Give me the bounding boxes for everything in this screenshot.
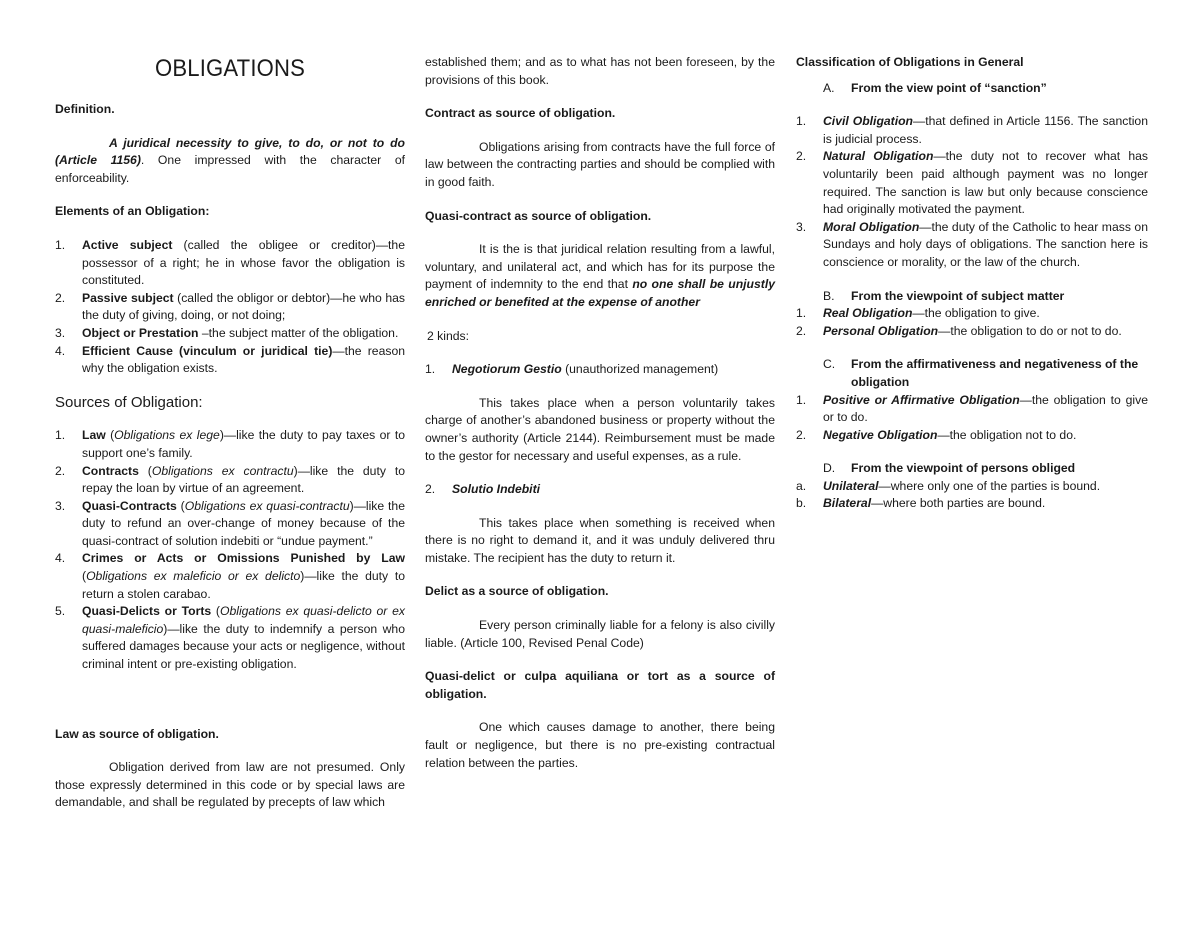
list-item: 1. Civil Obligation—that defined in Article 1156. The sanction is judicial process. xyxy=(796,114,1148,146)
law-text: Obligation derived from law are not presumed. Only those expressly determined in this code or by special laws are demandable, and shall be regulated by precepts of law which xyxy=(55,760,405,810)
column-middle xyxy=(425,54,775,772)
list-item: 1. Law (Obligations ex lege)—like the duty to pay taxes or to support one’s family. xyxy=(55,428,405,460)
list-item: 3. Quasi-Contracts (Obligations ex quasi-contractu)—like the duty to refund an over-change of money because of the quasi-contract of solution indebiti or “undue payment.” xyxy=(55,498,405,548)
section-b-list xyxy=(796,305,1148,340)
list-item: 2. Natural Obligation—the duty not to recover what has voluntarily been paid although payment was no longer required. The sanction is law but only because conscience had originally motivated the payment. xyxy=(796,149,1148,217)
delict-heading: Delict as a source of obligation. xyxy=(425,584,609,599)
list-item: 2. Personal Obligation—the obligation to do or not to do. xyxy=(796,323,1122,338)
section-a-title: A. From the view point of “sanction” xyxy=(823,80,1047,95)
quasi-delict-text: One which causes damage to another, there being fault or negligence, but there is no pre-existing contractual relation between the parties. xyxy=(425,720,775,770)
list-item: 3. Moral Obligation—the duty of the Catholic to hear mass on Sundays and holy days of obligations. The sanction here is conscience or morality, or the law of the church. xyxy=(796,219,1148,269)
list-item: 2. Passive subject (called the obligor or debtor)—he who has the duty of giving, doing, or not doing; xyxy=(55,290,405,323)
elements-list xyxy=(55,237,405,378)
sources-heading: Sources of Obligation: xyxy=(55,393,203,411)
quasi-contract-text: It is the is that juridical relation resulting from a lawful, voluntary, and unilateral act, and which has for its purpose the payment of indemnity to the end that no one shall be unjustly enriched or benefited at the expense of another xyxy=(425,242,775,309)
continuation-text: established them; and as to what has not been foreseen, by the provisions of this book. xyxy=(425,55,775,87)
kind-1: 1. Negotiorum Gestio (unauthorized management) xyxy=(425,362,719,377)
kinds-label: 2 kinds: xyxy=(427,328,470,343)
column-right xyxy=(796,54,1148,513)
list-item: a. Unilateral—where only one of the parties is bound. xyxy=(796,478,1101,493)
elements-heading: Elements of an Obligation: xyxy=(55,204,210,219)
page-title: OBLIGATIONS xyxy=(154,55,306,82)
list-item: 4. Crimes or Acts or Omissions Punished by Law (Obligations ex maleficio or ex delicto)—like the duty to return a stolen carabao. xyxy=(55,551,405,601)
list-item: b. Bilateral—where both parties are bound. xyxy=(796,496,1046,511)
list-item: 4. Efficient Cause (vinculum or juridical tie)—the reason why the obligation exists. xyxy=(55,343,405,376)
delict-text: Every person criminally liable for a felony is also civilly liable. (Article 100, Revised Penal Code) xyxy=(425,618,775,650)
list-item: 3. Object or Prestation –the subject matter of the obligation. xyxy=(55,325,399,340)
list-item: 1. Active subject (called the obligee or creditor)—the possessor of a right; he in whose favor the obligation is constituted. xyxy=(55,237,405,288)
list-item: 1. Real Obligation—the obligation to give. xyxy=(796,306,1040,321)
list-item: 2. Negative Obligation—the obligation not to do. xyxy=(796,427,1077,442)
law-heading: Law as source of obligation. xyxy=(55,726,219,741)
section-b-title: B. From the viewpoint of subject matter xyxy=(823,288,1065,303)
section-c-list xyxy=(796,392,1148,445)
list-item: 1. Positive or Affirmative Obligation—the obligation to give or to do. xyxy=(796,392,1148,425)
definition-term: A juridical necessity to give, to do, or not to do (Article 1156) xyxy=(55,135,405,168)
contract-heading: Contract as source of obligation. xyxy=(425,106,616,121)
kind-2-text: This takes place when something is received when there is no right to demand it, and it was unduly delivered thru mistake. The recipient has the duty to return it. xyxy=(425,515,775,565)
list-item: 5. Quasi-Delicts or Torts (Obligations ex quasi-delicto or ex quasi-maleficio)—like the duty to indemnify a person who suffered damages because your acts or negligence, without criminal intent or pre-existing obligation. xyxy=(55,604,405,672)
section-c-title: C. From the affirmativeness and negativeness of the obligation xyxy=(823,357,1139,389)
classification-heading: Classification of Obligations in General xyxy=(796,55,1024,69)
kind-2: 2. Solutio Indebiti xyxy=(425,482,541,497)
section-d-title: D. From the viewpoint of persons obliged xyxy=(823,461,1076,476)
kind-1-text: This takes place when a person voluntarily takes charge of another’s abandoned business or property without the owner’s authority (Article 2144). Reimbursement must be made to the gestor for necessary and useful expenses, as a rule. xyxy=(425,395,775,463)
definition-text xyxy=(55,135,405,188)
definition-heading: Definition. xyxy=(55,102,115,116)
column-left xyxy=(55,54,405,812)
section-a-list xyxy=(796,113,1148,271)
list-item: 2. Contracts (Obligations ex contractu)—like the duty to repay the loan by virtue of an agreement. xyxy=(55,463,406,496)
quasi-delict-heading: Quasi-delict or culpa aquiliana or tort as a source of obligation. xyxy=(425,669,775,701)
definition-rest: . One impressed with the character of enforceability. xyxy=(55,153,405,185)
sources-list xyxy=(55,427,405,673)
contract-text: Obligations arising from contracts have the full force of law between the contracting parties and should be complied with in good faith. xyxy=(425,139,775,189)
quasi-contract-heading: Quasi-contract as source of obligation. xyxy=(425,208,652,223)
section-d-list xyxy=(796,478,1148,513)
